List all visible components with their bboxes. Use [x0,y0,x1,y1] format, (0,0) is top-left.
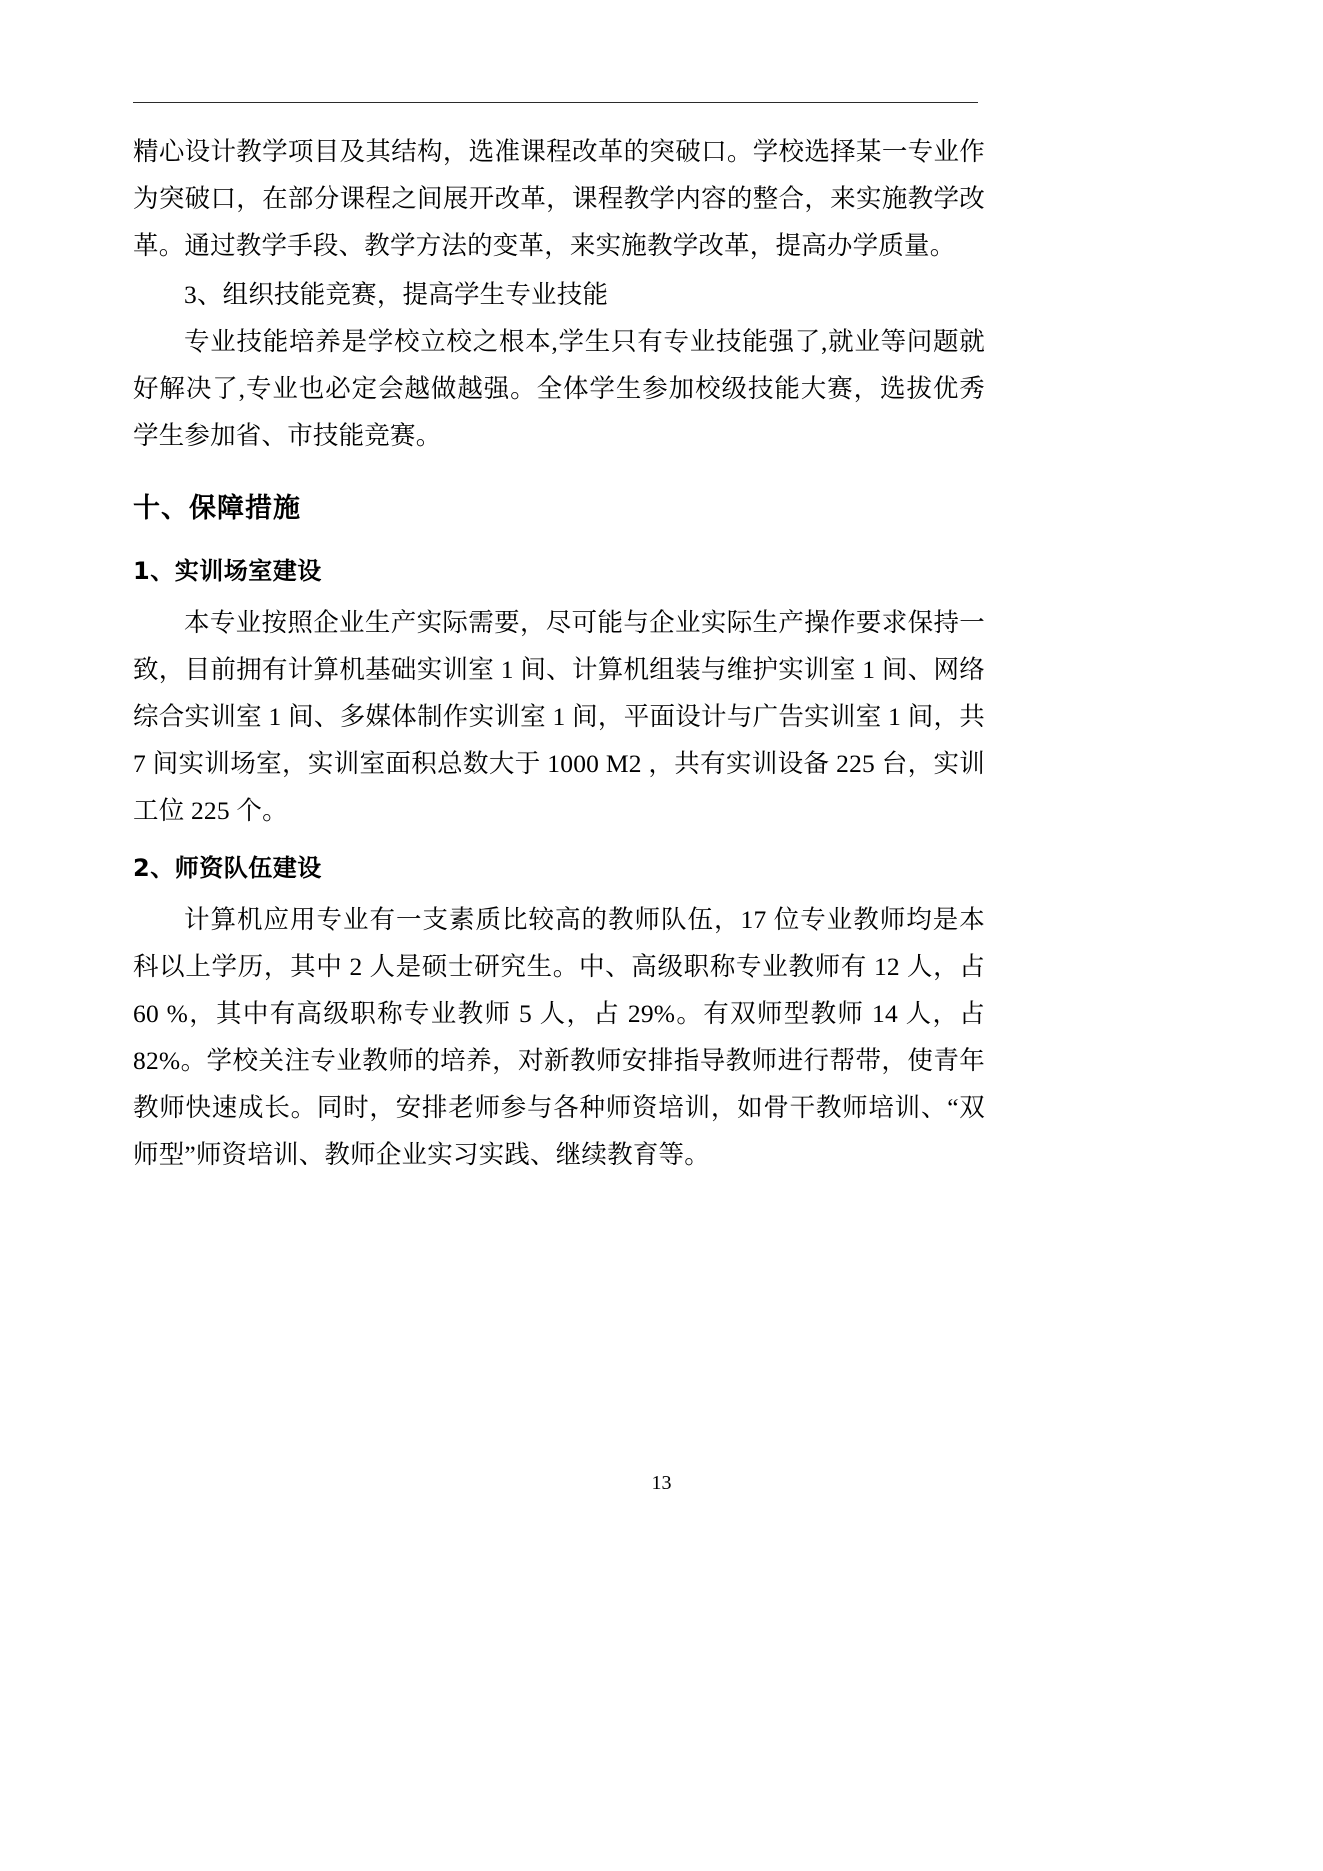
page-number: 13 [651,1472,672,1494]
paragraph-teaching-staff: 计算机应用专业有一支素质比较高的教师队伍，17 位专业教师均是本科以上学历，其中 2 人是硕士研究生。中、高级职称专业教师有 12 人，占 60 %，其中有高级职称专业教师 5 人，占 29%。有双师型教师 14 人，占 82%。学校关注专业教师的培养，对新教师安排指导教师进行帮带，使青年教师快速成长。同时，安排老师参与各种师资培训，如骨干教师培训、“双师型”师资培训、教师企业实习实践、继续教育等。 [133,905,985,1169]
subsection-heading-training-rooms: 1、实训场室建设 [133,557,322,585]
section-heading-safeguard-measures: 十、保障措施 [133,493,301,524]
subsection-heading-teaching-staff: 2、师资队伍建设 [133,854,322,882]
paragraph-training-rooms: 本专业按照企业生产实际需要，尽可能与企业实际生产操作要求保持一致，目前拥有计算机基础实训室 1 间、计算机组装与维护实训室 1 间、网络综合实训室 1 间、多媒体制作实训室 1 间，平面设计与广告实训室 1 间，共 7 间实训场室，实训室面积总数大于 1000 M2 ，共有实训设备 225 台，实训工位 225 个。 [133,608,985,825]
paragraph-item-3: 3、组织技能竞赛，提高学生专业技能 [184,280,609,309]
paragraph-skill-training: 专业技能培养是学校立校之根本,学生只有专业技能强了,就业等问题就好解决了,专业也必定会越做越强。全体学生参加校级技能大赛，选拔优秀学生参加省、市技能竞赛。 [133,327,985,450]
paragraph-intro: 精心设计教学项目及其结构，选准课程改革的突破口。学校选择某一专业作为突破口，在部分课程之间展开改革，课程教学内容的整合，来实施教学改革。通过教学手段、教学方法的变革，来实施教学改革，提高办学质量。 [133,137,985,260]
header-divider [133,102,978,103]
document-body [133,128,985,1180]
